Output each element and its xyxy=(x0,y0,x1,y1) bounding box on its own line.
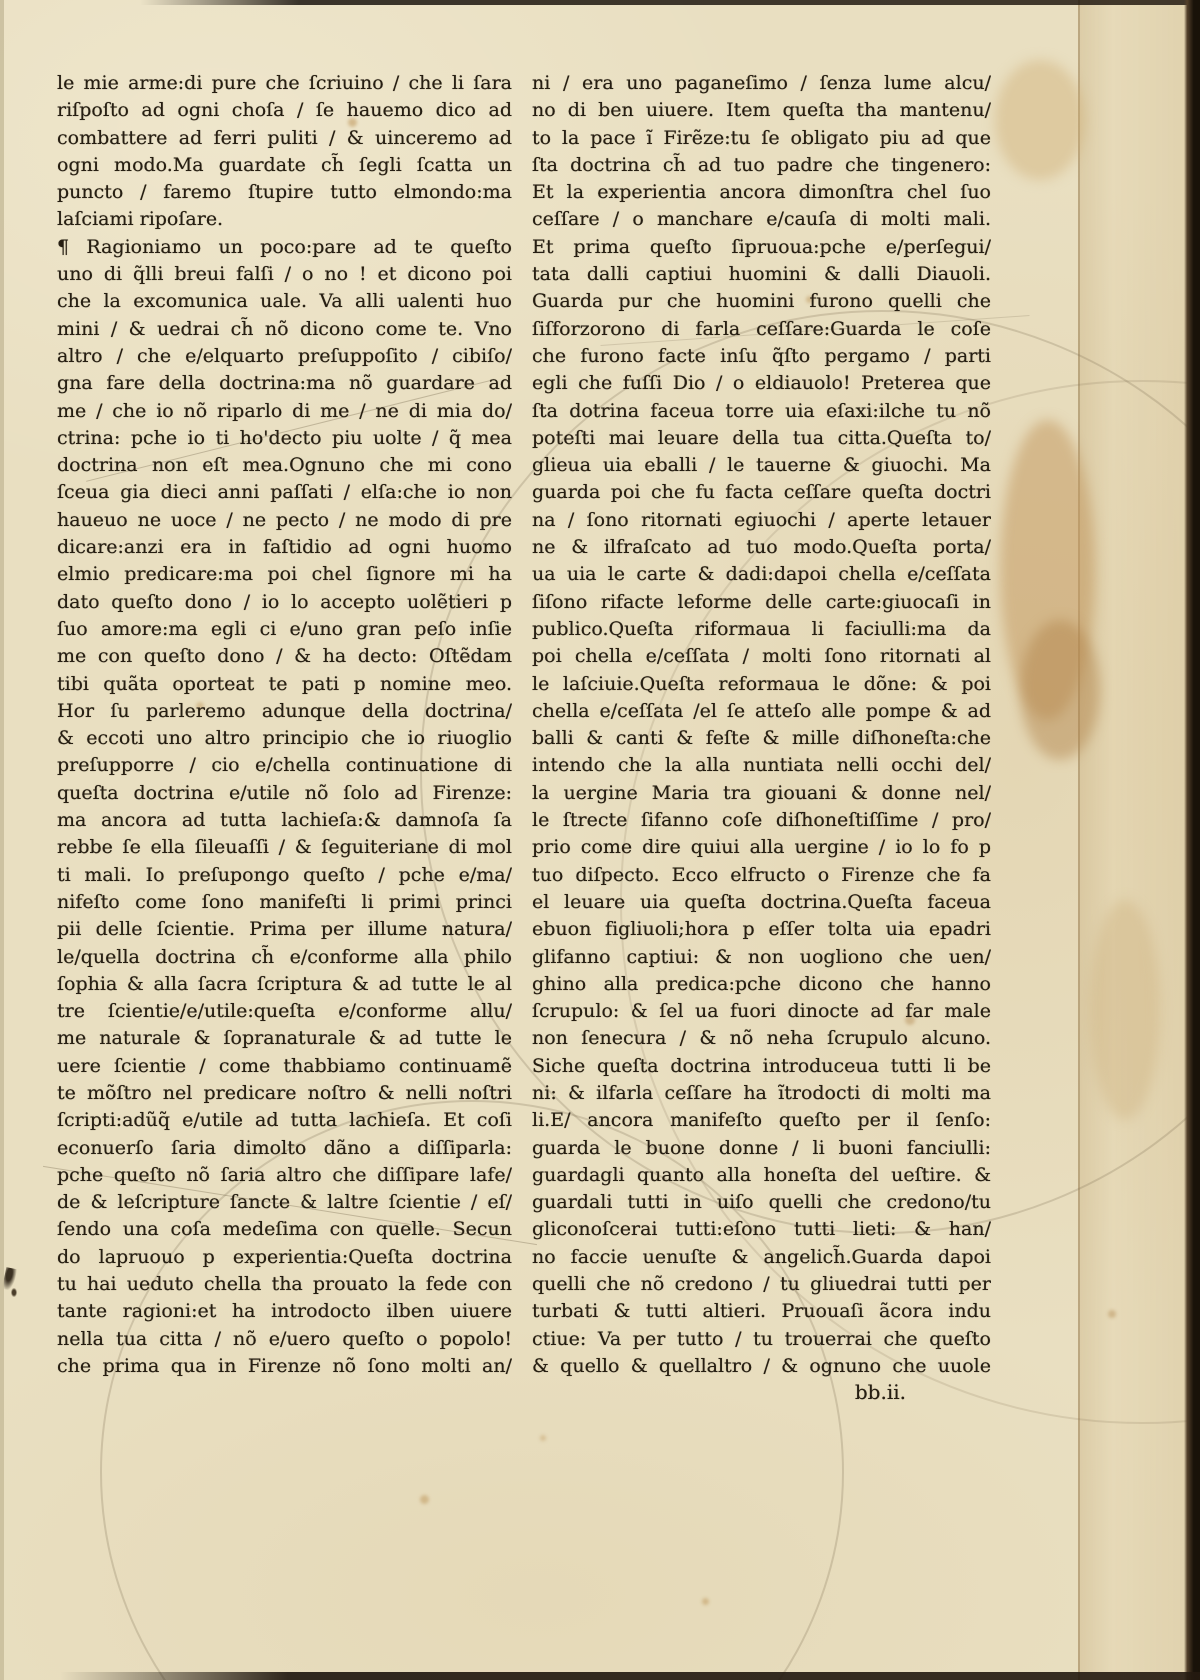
text-line: ſceua gia dieci anni paſſati / elſa:che io non xyxy=(57,481,512,504)
text-line: ceſſare / o manchare e/cauſa di molti mali. xyxy=(532,208,991,231)
text-line: glieua uia eballi / le tauerne & giuochi. Ma xyxy=(532,454,991,477)
text-line: che prima qua in Firenze nõ ſono molti an/ xyxy=(57,1354,512,1377)
text-line: te mõſtro nel predicare noſtro & nelli noſtri xyxy=(57,1081,512,1104)
text-line: nifeſto come ſono manifeſti li primi princi xyxy=(57,890,512,913)
text-line: ſta dotrina faceua torre uia eſaxi:ilche tu nõ xyxy=(532,399,991,422)
ink-smudge xyxy=(11,1288,17,1297)
text-line: me con queſto dono / & ha decto: Oſtẽdam xyxy=(57,645,512,668)
text-line: tata dalli captiui huomini & dalli Diauoli. xyxy=(532,263,991,286)
text-line: le ſtrecte ſifanno coſe diſhoneſtiſſime / pro/ xyxy=(532,809,991,832)
text-line: ſiſforzorono di farla ceſſare:Guarda le coſe xyxy=(532,317,991,340)
text-line: guardali tutti in uiſo quelli che credono/tu xyxy=(532,1191,991,1214)
text-line: tu hai ueduto chella tha prouato la fede con xyxy=(57,1273,512,1296)
text-line: ſta doctrina ch̃ ad tuo padre che tingenero: xyxy=(532,153,991,176)
scan-edge-right xyxy=(1184,0,1200,1680)
text-line: altro / che e/elquarto preſuppoſito / cibiſo/ xyxy=(57,344,512,367)
text-line: tante ragioni:et ha introdocto ilben uiuere xyxy=(57,1300,512,1323)
text-line: non ſenecura / & nõ neha ſcrupulo alcuno. xyxy=(532,1027,991,1050)
text-line: tre ſcientie/e/utile:queſta e/conforme allu/ xyxy=(57,1000,512,1023)
text-line: ni: & ilfarla ceſſare ha ĩtrodocti di molti ma xyxy=(532,1081,991,1104)
text-line: publico.Queſta riformaua li faciulli:ma da xyxy=(532,617,991,640)
text-line: ſiſono rifacte leforme delle carte:giuocaſi in xyxy=(532,590,991,613)
text-line: glifanno captiui: & non uogliono che uen/ xyxy=(532,945,991,968)
text-line: chella e/ceſſata /el ſe atteſo alle pompe & ad xyxy=(532,699,991,722)
text-line: ſophia & alla ſacra ſcriptura & ad tutte le al xyxy=(57,972,512,995)
text-line: egli che fuſſi Dio / o eldiauolo! Preterea que xyxy=(532,372,991,395)
text-line: tibi quãta oporteat te pati p nomine meo. xyxy=(57,672,512,695)
text-line: haueuo ne uoce / ne pecto / ne modo di pre xyxy=(57,508,512,531)
text-line: ¶ Ragioniamo un poco:pare ad te queſto xyxy=(57,235,512,258)
text-line: puncto / faremo ſtupire tutto elmondo:ma xyxy=(57,181,512,204)
text-line: ctrina: pche io ti ho'decto piu uolte / q̃ mea xyxy=(57,426,512,449)
text-line: ne & ilfraſcato ad tuo modo.Queſta porta/ xyxy=(532,536,991,559)
text-line: ua uia le carte & dadi:dapoi chella e/ceſſata xyxy=(532,563,991,586)
text-line: laſciami ripoſare. xyxy=(57,208,224,231)
text-line: le mie arme:di pure che ſcriuino / che li ſara xyxy=(57,72,512,94)
text-line: le laſciuie.Queſta reformaua le dõne: & poi xyxy=(532,672,991,695)
text-line: elmio predicare:ma poi chel ſignore mi ha xyxy=(57,563,512,586)
text-line: nella tua citta / nõ e/uero queſto o popolo! xyxy=(57,1327,512,1350)
text-line: uere ſcientie / come thabbiamo continuamẽ xyxy=(57,1054,512,1077)
text-column-left xyxy=(57,70,512,1380)
text-line: uno di q̃lli breui falſi / o no ! et dicono poi xyxy=(57,263,512,286)
text-line: che furono facte inſu q̃ſto pergamo / parti xyxy=(532,344,991,367)
text-line: el leuare uia queſta doctrina.Queſta faceua xyxy=(532,890,991,913)
text-line: ebuon figliuoli;hora p eſſer tolta uia epadri xyxy=(532,918,991,941)
scan-edge-left xyxy=(0,0,4,1680)
text-line: do lapruouo p experientia:Queſta doctrina xyxy=(57,1245,512,1268)
text-line: guardagli quanto alla honeſta del ueſtire. & xyxy=(532,1163,991,1186)
text-line: la uergine Maria tra giouani & donne nel/ xyxy=(532,781,991,804)
text-line: ti mali. Io preſupongo queſto / pche e/ma/ xyxy=(57,863,512,886)
text-line: me / che io nõ riparlo di me / ne di mia do/ xyxy=(57,399,512,422)
paper-stain xyxy=(995,60,1085,180)
text-line: dicare:anzi era in faſtidio ad ogni huomo xyxy=(57,536,512,559)
text-line: guarda le buone donne / li buoni fanciulli: xyxy=(532,1136,991,1159)
text-line: pche queſto nõ ſaria altro che diſſipare lafe/ xyxy=(57,1163,512,1186)
text-line: Et la experientia ancora dimonſtra chel ſuo xyxy=(532,181,991,204)
text-line: guarda poi che fu facta ceſſare queſta doctri xyxy=(532,481,991,504)
text-line: poteſti mai leuare della tua citta.Queſta to/ xyxy=(532,426,991,449)
signature-mark: bb.ii. xyxy=(854,1380,906,1404)
text-line: queſta doctrina e/utile nõ ſolo ad Firenze: xyxy=(57,781,512,804)
text-line: rebbe ſe ella ſileuaſſi / & ſeguiteriane di mol xyxy=(57,836,512,859)
text-line: le/quella doctrina ch̃ e/conforme alla philo xyxy=(57,945,512,968)
text-line: che la excomunica uale. Va alli ualenti huo xyxy=(57,290,512,313)
text-line: econuerſo ſaria dimolto dãno a diſſiparla: xyxy=(57,1136,512,1159)
text-line: ſcripti:adũq̃ e/utile ad tutta lachieſa. Et coſi xyxy=(57,1109,512,1132)
text-line: ghino alla predica:pche dicono che hanno xyxy=(532,972,991,995)
text-line: no faccie uenuſte & angelich̃.Guarda dapoi xyxy=(532,1245,991,1268)
text-column-right xyxy=(532,70,991,1380)
text-line: poi chella e/ceſſata / molti ſono ritornati al xyxy=(532,645,991,668)
text-line: preſupporre / cio e/chella continuatione di xyxy=(57,754,512,777)
text-line: prio come dire quiui alla uergine / io lo fo p xyxy=(532,836,991,859)
text-line: na / ſono ritornati egiuochi / aperte letauer xyxy=(532,508,991,531)
text-line: Hor ſu parleremo adunque della doctrina/ xyxy=(57,699,512,722)
text-line: dato queſto dono / io lo accepto uolẽtieri p xyxy=(57,590,512,613)
text-line: turbati & tutti altieri. Pruouaſi ãcora indu xyxy=(532,1300,991,1323)
text-line: doctrina non eſt mea.Ognuno che mi cono xyxy=(57,454,512,477)
text-line: de & leſcripture ſancte & laltre ſcientie / eſ/ xyxy=(57,1191,512,1214)
text-line: Et prima queſto ſipruoua:pche e/perſegui/ xyxy=(532,235,991,258)
text-line: to la pace ĩ Firẽze:tu ſe obligato piu ad que xyxy=(532,126,991,149)
text-line: & eccoti uno altro principio che io riuoglio xyxy=(57,727,512,750)
text-line: ctiue: Va per tutto / tu trouerrai che queſto xyxy=(532,1327,991,1350)
text-line: tuo diſpecto. Ecco elfructo o Firenze che fa xyxy=(532,863,991,886)
text-line: gliconoſcerai tutti:eſono tutti lieti: & han/ xyxy=(532,1218,991,1241)
text-line: pii delle ſcientie. Prima per illume natura/ xyxy=(57,918,512,941)
text-line: ogni modo.Ma guardate ch̃ ſegli ſcatta un xyxy=(57,153,512,176)
text-line: Guarda pur che huomini furono quelli che xyxy=(532,290,991,313)
text-line: balli & canti & feſte & mille diſhoneſta:che xyxy=(532,727,991,750)
text-line: me naturale & ſopranaturale & ad tutte le xyxy=(57,1027,512,1050)
text-line: intendo che la alla nuntiata nelli occhi del/ xyxy=(532,754,991,777)
text-line: combattere ad ferri puliti / & uinceremo ad xyxy=(57,126,512,149)
text-line: & quello & quellaltro / & ognuno che uuole xyxy=(532,1354,991,1377)
scan-edge-bottom xyxy=(60,1672,1200,1680)
text-line: no di ben uiuere. Item queſta tha mantenu/ xyxy=(532,99,991,122)
text-line: ſuo amore:ma egli ci e/uno gran peſo inſie xyxy=(57,617,512,640)
scan-edge-top xyxy=(140,0,1200,5)
text-line: mini / & uedrai ch̃ nõ dicono come te. Vno xyxy=(57,317,512,340)
text-line: Siche queſta doctrina introduceua tutti li be xyxy=(532,1054,991,1077)
text-line: ſendo una coſa medeſima con quelle. Secun xyxy=(57,1218,512,1241)
text-line: ni / era uno paganeſimo / ſenza lume alcu/ xyxy=(532,72,991,94)
text-line: ma ancora ad tutta lachieſa:& damnoſa ſa xyxy=(57,809,512,832)
text-line: li.E/ ancora manifeſto queſto per il ſenſo: xyxy=(532,1109,991,1132)
text-line: quelli che nõ credono / tu gliuedrai tutti per xyxy=(532,1273,991,1296)
text-line: ſcrupulo: & ſel ua fuori dinocte ad far male xyxy=(532,1000,991,1023)
text-line: riſpoſto ad ogni choſa / ſe hauemo dico ad xyxy=(57,99,512,122)
text-line: gna fare della doctrina:ma nõ guardare ad xyxy=(57,372,512,395)
